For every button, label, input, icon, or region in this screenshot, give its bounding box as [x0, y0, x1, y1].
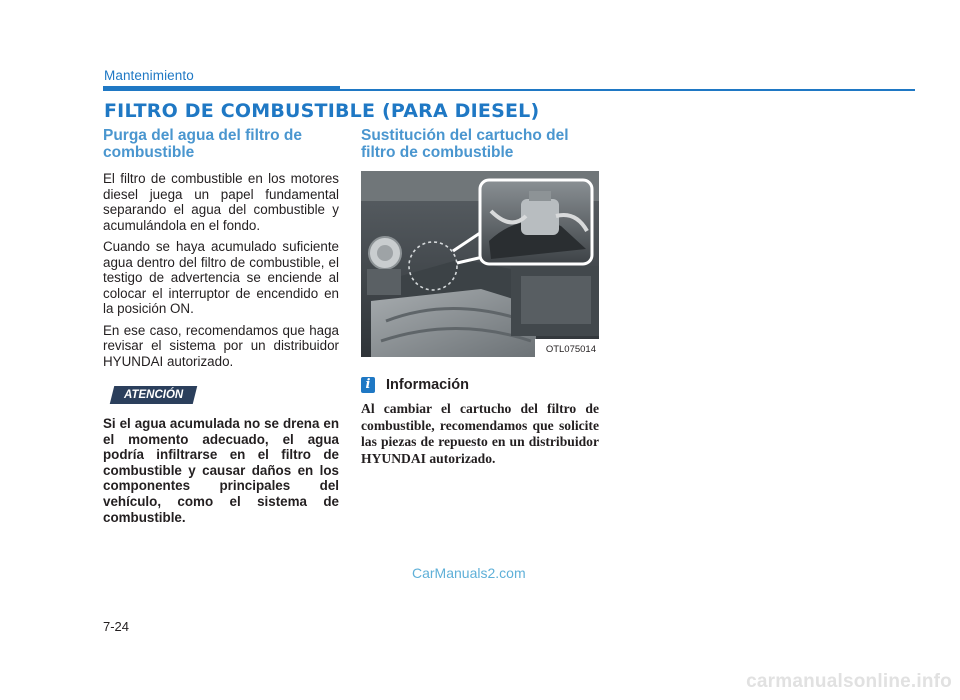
image-code: OTL075014: [545, 344, 596, 355]
body-paragraph: Cuando se haya acumulado suficiente agua dentro del filtro de combustible, el testigo de advertencia se enciende al colocar el interruptor de encendido en la posición ON.: [103, 239, 339, 316]
page-title: FILTRO DE COMBUSTIBLE (PARA DIESEL): [104, 100, 540, 122]
info-title: Información: [386, 377, 469, 393]
header-rule-thick: [103, 86, 340, 91]
left-heading: Purga del agua del filtro de combustible: [103, 127, 302, 161]
middle-column: [361, 127, 599, 467]
section-label: Mantenimiento: [104, 68, 194, 83]
body-paragraph: El filtro de combustible en los motores diesel juega un papel fundamental separando el agua del combustible y acumulándola en el fondo.: [103, 171, 339, 233]
footer-watermark: carmanualsonline.info: [746, 671, 952, 692]
info-text: Al cambiar el cartucho del filtro de combustible, recomendamos que solicite las piezas de repuesto en un distribuidor HYUNDAI autorizado.: [361, 401, 599, 466]
caution-label: ATENCIÓN: [124, 389, 184, 401]
body-paragraph: En ese caso, recomendamos que haga revisar el sistema por un distribuidor HYUNDAI autorizado.: [103, 322, 339, 369]
left-column: [103, 127, 339, 525]
middle-heading: Sustitución del cartucho del filtro de combustible: [361, 127, 569, 161]
header-rule-thin: [340, 89, 915, 91]
caution-badge: [110, 386, 198, 404]
info-header: [361, 377, 599, 393]
site-watermark: CarManuals2.com: [412, 565, 526, 581]
caution-text: Si el agua acumulada no se drena en el momento adecuado, el agua podría infiltrarse en el filtro de combustible y causar daños en los componentes principales del vehículo, como el sistema de combustible.: [103, 416, 339, 525]
info-icon: i: [361, 377, 375, 393]
engine-bay-photo: [361, 171, 599, 357]
engine-bay-illustration: [361, 171, 599, 357]
page-number: 7-24: [103, 619, 130, 634]
